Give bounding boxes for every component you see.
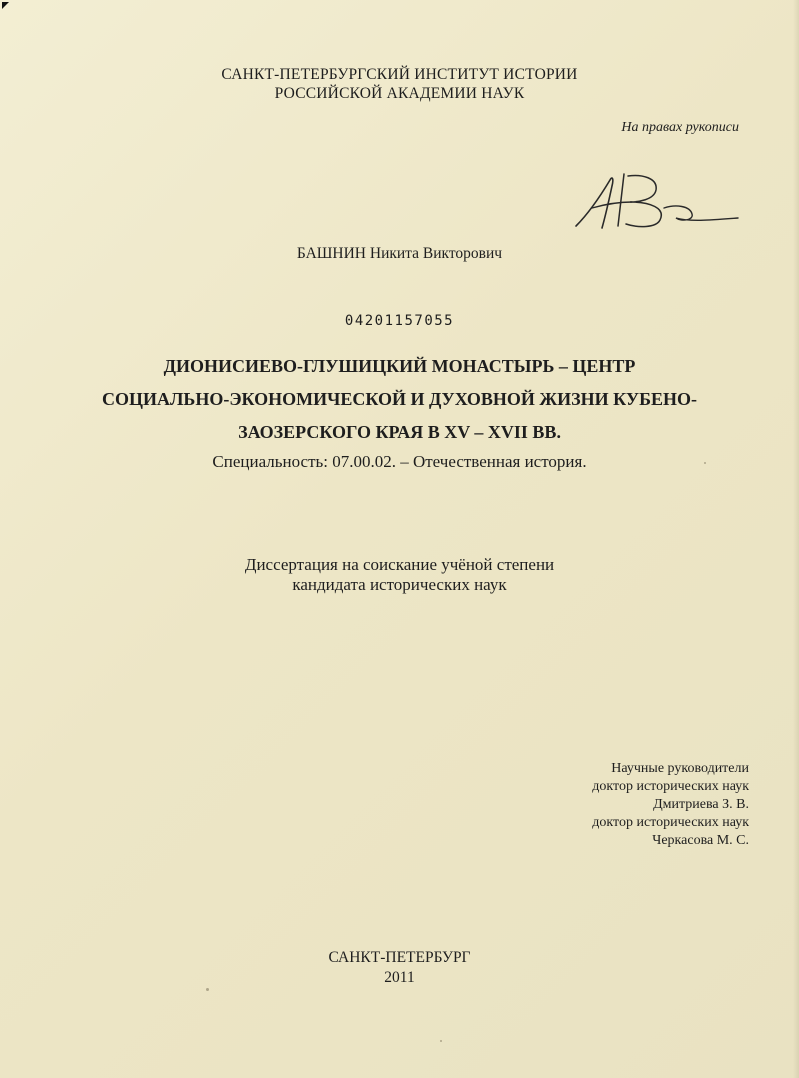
- supervisor-2-name: Черкасова М. С.: [652, 833, 749, 848]
- scan-edge-shadow: [793, 0, 799, 1078]
- handwritten-signature: [572, 168, 742, 238]
- supervisor-2-degree: доктор исторических наук: [592, 815, 749, 830]
- city-year-block: [0, 948, 799, 988]
- year: 2011: [384, 969, 415, 986]
- supervisors-heading: Научные руководители: [611, 761, 749, 776]
- institute-line-2: РОССИЙСКОЙ АКАДЕМИИ НАУК: [274, 85, 525, 102]
- dissertation-title: [0, 350, 799, 449]
- institute-block: [0, 65, 799, 103]
- dissertation-degree: [0, 555, 799, 595]
- title-line-3: ЗАОЗЕРСКОГО КРАЯ В XV – XVII ВВ.: [238, 422, 561, 442]
- rights-note: На правах рукописи: [621, 120, 739, 135]
- author-name: БАШНИН Никита Викторович: [296, 245, 503, 262]
- specialty: Специальность: 07.00.02. – Отечественная история.: [212, 452, 587, 471]
- scan-corner-mark: [2, 2, 9, 9]
- title-line-1: ДИОНИСИЕВО-ГЛУШИЦКИЙ МОНАСТЫРЬ – ЦЕНТР: [163, 356, 636, 376]
- supervisor-1-degree: доктор исторических наук: [592, 779, 749, 794]
- supervisor-1-name: Дмитриева З. В.: [653, 797, 749, 812]
- scan-speck: [440, 1040, 442, 1042]
- supervisors-block: [592, 760, 749, 850]
- degree-line-1: Диссертация на соискание учёной степени: [244, 555, 555, 574]
- scan-speck: [206, 988, 209, 991]
- registration-code: 04201157055: [344, 313, 455, 329]
- scan-speck: [704, 462, 706, 464]
- degree-line-2: кандидата исторических наук: [292, 575, 507, 594]
- title-line-2: СОЦИАЛЬНО-ЭКОНОМИЧЕСКОЙ И ДУХОВНОЙ ЖИЗНИ КУБЕНО-: [102, 389, 697, 409]
- city: САНКТ-ПЕТЕРБУРГ: [328, 949, 471, 966]
- institute-line-1: САНКТ-ПЕТЕРБУРГСКИЙ ИНСТИТУТ ИСТОРИИ: [221, 66, 578, 83]
